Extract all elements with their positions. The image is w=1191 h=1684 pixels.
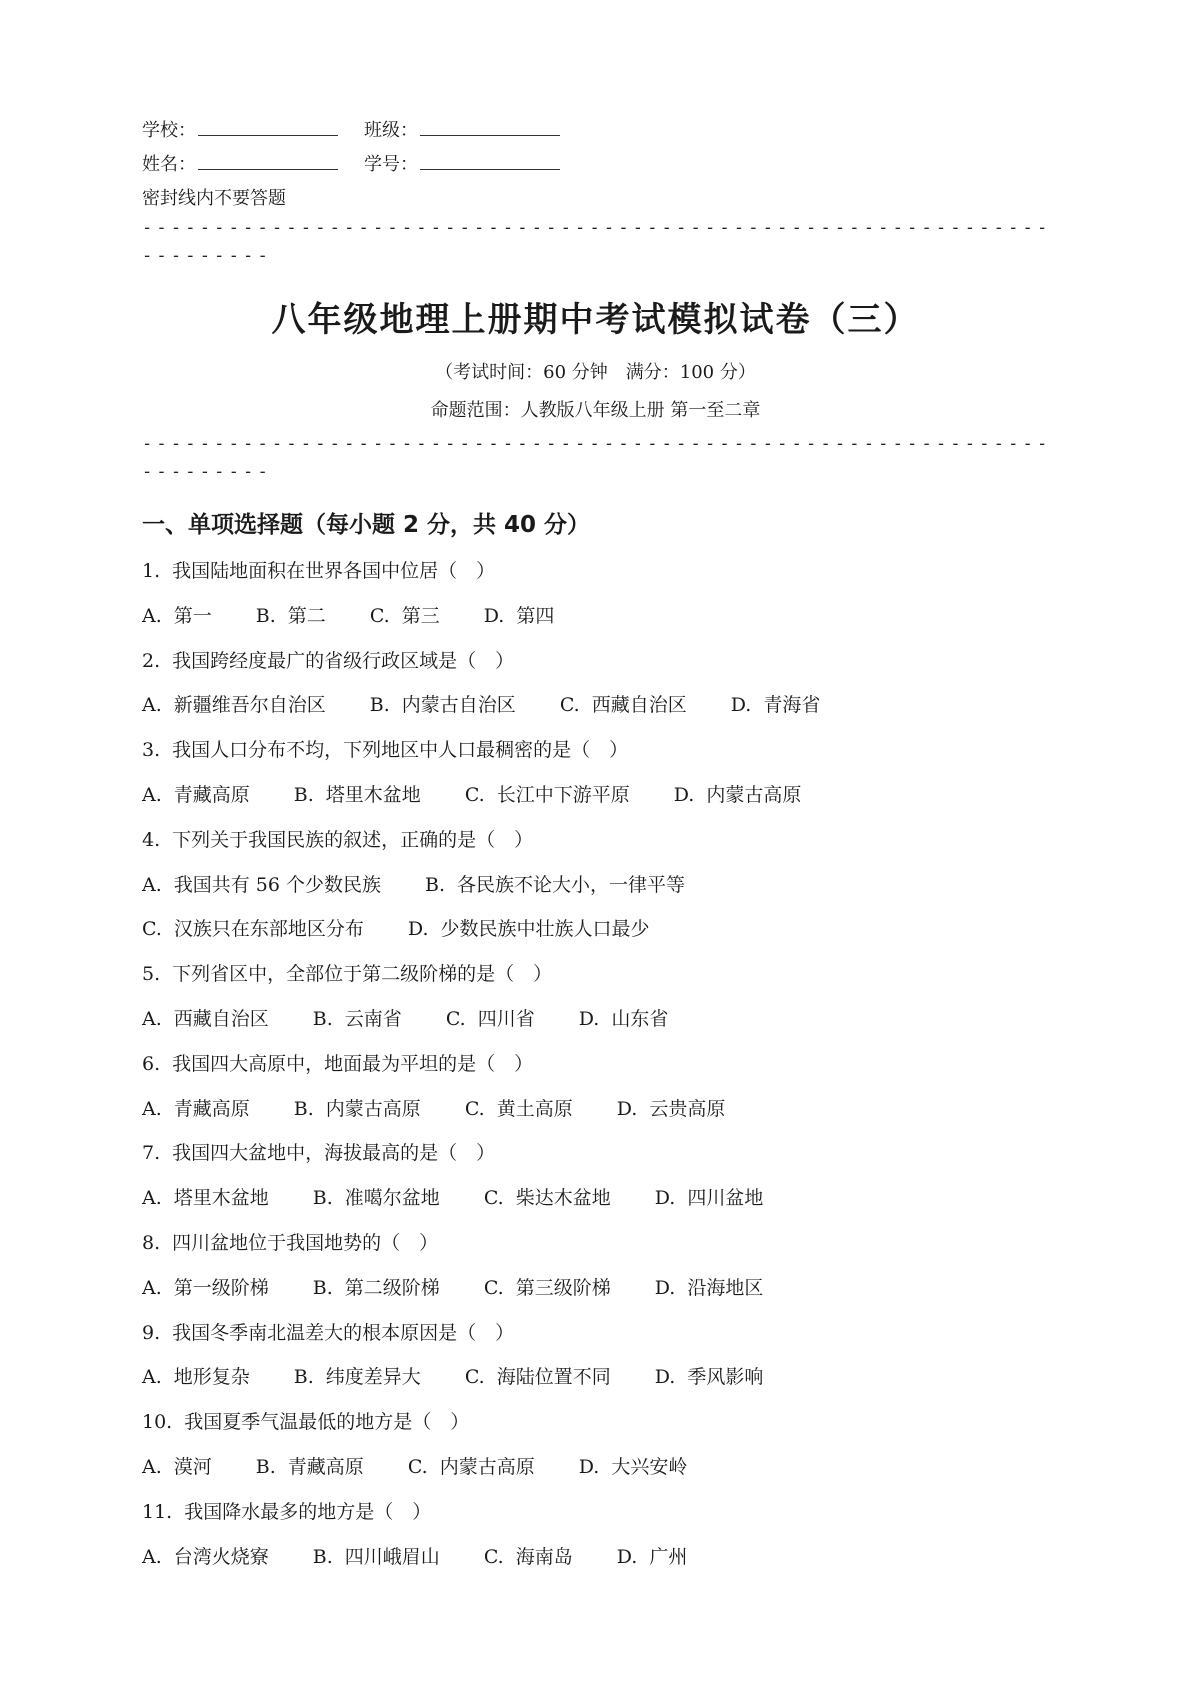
answer-options-row [142, 1183, 1052, 1228]
question-number: 6. [142, 1052, 161, 1075]
question-text: 我国降水最多的地方是（ ） [184, 1500, 432, 1523]
option-letter: B. [293, 1097, 314, 1120]
answer-option [313, 1542, 440, 1572]
option-text: 内蒙古高原 [325, 1097, 421, 1120]
answer-option [579, 1004, 669, 1034]
option-letter: B. [312, 1276, 333, 1299]
option-text: 汉族只在东部地区分布 [173, 918, 364, 941]
option-letter: B. [312, 1545, 333, 1568]
answer-option [370, 601, 440, 631]
option-text: 新疆维吾尔自治区 [173, 694, 326, 717]
option-letter: C. [142, 918, 162, 941]
answer-option [142, 914, 364, 944]
answer-option [294, 1094, 421, 1124]
option-text: 台湾火烧寮 [173, 1545, 269, 1568]
answer-option [446, 1004, 535, 1034]
option-letter: A. [142, 1276, 162, 1299]
option-letter: A. [142, 1007, 162, 1030]
class-field [364, 114, 586, 148]
student-id-label: 学号： [364, 154, 418, 175]
answer-option [142, 780, 250, 810]
answer-option [142, 1004, 269, 1034]
header-row-1 [142, 114, 586, 148]
question-stem [142, 556, 1052, 601]
answer-option [484, 601, 555, 631]
answer-option [465, 1094, 573, 1124]
answer-option [465, 1362, 611, 1392]
question-stem [142, 1497, 1052, 1542]
answer-option [484, 1273, 611, 1303]
question-text: 我国陆地面积在世界各国中位居（ ） [172, 560, 496, 582]
option-text: 云贵高原 [649, 1097, 726, 1120]
answer-options-row [142, 1004, 1052, 1049]
question-list [142, 556, 1052, 1586]
option-letter: A. [142, 1545, 162, 1568]
option-letter: A. [142, 1455, 162, 1478]
option-letter: D. [654, 1366, 676, 1389]
option-letter: A. [142, 1097, 162, 1120]
header-row-2 [142, 148, 586, 182]
option-letter: D. [730, 694, 752, 717]
student-info-header [142, 114, 586, 216]
question-text: 我国四大盆地中，海拔最高的是（ ） [172, 1142, 496, 1165]
answer-option [731, 690, 821, 720]
question-stem [142, 1138, 1052, 1183]
option-letter: A. [142, 1366, 162, 1389]
answer-option [617, 1094, 726, 1124]
option-text: 青海省 [763, 694, 821, 717]
option-letter: C. [483, 1545, 504, 1568]
option-text: 塔里木盆地 [173, 1187, 269, 1210]
option-letter: D. [616, 1545, 638, 1568]
exam-title: 八年级地理上册期中考试模拟试卷（三） [271, 300, 920, 340]
exam-scope: 命题范围：人教版八年级上册 第一至二章 [430, 400, 761, 421]
option-text: 西藏自治区 [591, 694, 687, 717]
question-number: 8. [142, 1231, 161, 1254]
option-letter: D. [578, 1455, 600, 1478]
question-stem [142, 646, 1052, 691]
option-text: 四川盆地 [687, 1187, 764, 1210]
seal-line-note: 密封线内不要答题 [142, 188, 286, 209]
answer-options-row [142, 1452, 1052, 1497]
option-text: 海陆位置不同 [496, 1366, 611, 1389]
answer-option [674, 780, 802, 810]
option-letter: C. [445, 1007, 466, 1030]
option-text: 第二级阶梯 [344, 1276, 440, 1299]
name-field [142, 148, 364, 182]
option-letter: A. [142, 1187, 162, 1210]
option-letter: D. [483, 604, 505, 627]
answer-option [142, 1362, 250, 1392]
option-letter: B. [312, 1007, 333, 1030]
option-text: 塔里木盆地 [325, 783, 421, 806]
option-letter: A. [142, 873, 162, 896]
answer-option [617, 1542, 688, 1572]
answer-option [655, 1183, 764, 1213]
option-letter: C. [464, 783, 485, 806]
answer-option [425, 870, 685, 900]
option-text: 四川峨眉山 [344, 1545, 440, 1568]
option-text: 各民族不论大小，一律平等 [457, 873, 686, 896]
name-blank [198, 149, 338, 170]
option-letter: B. [255, 1455, 276, 1478]
answer-options-row [142, 870, 1052, 915]
question-text: 四川盆地位于我国地势的（ ） [172, 1231, 439, 1254]
option-letter: B. [425, 873, 446, 896]
answer-option [655, 1273, 764, 1303]
school-field [142, 114, 364, 148]
question-text: 我国人口分布不均，下列地区中人口最稠密的是（ ） [172, 739, 629, 762]
answer-options-row [142, 690, 1052, 735]
question-stem [142, 1318, 1052, 1363]
option-letter: B. [312, 1187, 333, 1210]
option-letter: C. [483, 1276, 504, 1299]
option-text: 季风影响 [687, 1366, 764, 1389]
answer-option [142, 870, 381, 900]
option-text: 漠河 [173, 1455, 212, 1478]
question-stem [142, 959, 1052, 1004]
option-letter: C. [483, 1187, 504, 1210]
name-label: 姓名： [142, 154, 196, 175]
option-text: 四川省 [477, 1007, 535, 1030]
seal-divider-bottom: ------------------------------------------------------------------------ [142, 434, 1052, 482]
question-number: 3. [142, 739, 161, 762]
answer-options-row [142, 1094, 1052, 1139]
question-stem [142, 1407, 1052, 1452]
option-text: 广州 [649, 1545, 688, 1568]
question-text: 我国四大高原中，地面最为平坦的是（ ） [172, 1052, 534, 1075]
option-letter: D. [673, 783, 695, 806]
answer-option [313, 1273, 440, 1303]
answer-option [256, 601, 326, 631]
option-letter: A. [142, 604, 162, 627]
answer-option [142, 690, 326, 720]
question-text: 我国冬季南北温差大的根本原因是（ ） [172, 1321, 515, 1344]
question-number: 1. [142, 560, 161, 582]
answer-option [484, 1183, 611, 1213]
question-stem [142, 1049, 1052, 1094]
option-letter: B. [293, 1366, 314, 1389]
school-label: 学校： [142, 120, 196, 141]
section-heading-single-choice: 一、单项选择题（每小题 2 分，共 40 分） [142, 512, 591, 538]
option-text: 青藏高原 [173, 1097, 250, 1120]
option-letter: B. [293, 783, 314, 806]
question-number: 11. [142, 1500, 173, 1523]
option-letter: C. [559, 694, 580, 717]
answer-option [465, 780, 630, 810]
option-letter: C. [369, 604, 390, 627]
question-text: 下列关于我国民族的叙述，正确的是（ ） [172, 828, 534, 851]
option-text: 长江中下游平原 [496, 783, 630, 806]
answer-option [294, 1362, 421, 1392]
answer-options-row [142, 780, 1052, 825]
option-letter: A. [142, 694, 162, 717]
class-blank [420, 115, 560, 136]
answer-option [313, 1183, 440, 1213]
option-letter: D. [654, 1276, 676, 1299]
option-letter: D. [616, 1097, 638, 1120]
option-text: 准噶尔盆地 [344, 1187, 440, 1210]
answer-option [370, 690, 516, 720]
answer-option [142, 1183, 269, 1213]
answer-option [655, 1362, 764, 1392]
answer-option [142, 1094, 250, 1124]
option-letter: D. [654, 1187, 676, 1210]
option-text: 第一级阶梯 [173, 1276, 269, 1299]
class-label: 班级： [364, 120, 418, 141]
question-number: 5. [142, 963, 161, 986]
answer-option [408, 914, 650, 944]
answer-option [294, 780, 421, 810]
seal-divider-top: ------------------------------------------------------------------------ [142, 218, 1052, 266]
school-blank [198, 115, 338, 136]
answer-options-row [142, 914, 1052, 959]
option-text: 青藏高原 [173, 783, 250, 806]
option-text: 云南省 [344, 1007, 402, 1030]
answer-option [142, 1452, 212, 1482]
option-text: 内蒙古高原 [706, 783, 802, 806]
answer-option [484, 1542, 573, 1572]
option-text: 内蒙古高原 [439, 1455, 535, 1478]
question-stem [142, 735, 1052, 780]
question-stem [142, 1228, 1052, 1273]
option-text: 纬度差异大 [325, 1366, 421, 1389]
answer-option [313, 1004, 402, 1034]
answer-option [142, 1273, 269, 1303]
student-id-field [364, 148, 586, 182]
answer-option [560, 690, 687, 720]
exam-time-info: （考试时间：60 分钟 满分：100 分） [435, 362, 756, 383]
option-letter: B. [255, 604, 276, 627]
answer-option [408, 1452, 535, 1482]
option-letter: D. [578, 1007, 600, 1030]
answer-option [142, 601, 212, 631]
answer-options-row [142, 601, 1052, 646]
question-number: 7. [142, 1142, 161, 1165]
option-letter: C. [407, 1455, 428, 1478]
option-text: 地形复杂 [173, 1366, 250, 1389]
option-letter: A. [142, 783, 162, 806]
answer-option [142, 1542, 269, 1572]
option-text: 大兴安岭 [611, 1455, 688, 1478]
question-number: 9. [142, 1321, 161, 1344]
option-letter: C. [464, 1097, 485, 1120]
option-text: 山东省 [611, 1007, 669, 1030]
answer-options-row [142, 1273, 1052, 1318]
option-text: 少数民族中壮族人口最少 [440, 918, 650, 941]
option-text: 第三 [401, 604, 440, 627]
option-letter: D. [407, 918, 429, 941]
answer-option [256, 1452, 364, 1482]
answer-options-row [142, 1542, 1052, 1587]
question-text: 我国夏季气温最低的地方是（ ） [184, 1411, 470, 1434]
option-text: 我国共有 56 个少数民族 [173, 873, 382, 896]
option-text: 第四 [516, 604, 555, 627]
option-text: 第一 [173, 604, 212, 627]
question-number: 4. [142, 828, 161, 851]
question-text: 我国跨经度最广的省级行政区域是（ ） [172, 649, 515, 672]
option-text: 第二 [287, 604, 326, 627]
option-text: 青藏高原 [287, 1455, 364, 1478]
option-letter: C. [464, 1366, 485, 1389]
question-number: 10. [142, 1411, 173, 1434]
question-text: 下列省区中，全部位于第二级阶梯的是（ ） [172, 963, 553, 986]
question-stem [142, 825, 1052, 870]
answer-options-row [142, 1362, 1052, 1407]
option-letter: B. [369, 694, 390, 717]
option-text: 内蒙古自治区 [401, 694, 516, 717]
question-number: 2. [142, 649, 161, 672]
option-text: 第三级阶梯 [515, 1276, 611, 1299]
student-id-blank [420, 149, 560, 170]
option-text: 柴达木盆地 [515, 1187, 611, 1210]
answer-option [579, 1452, 688, 1482]
option-text: 西藏自治区 [173, 1007, 269, 1030]
option-text: 黄土高原 [496, 1097, 573, 1120]
option-text: 海南岛 [515, 1545, 573, 1568]
option-text: 沿海地区 [687, 1276, 764, 1299]
